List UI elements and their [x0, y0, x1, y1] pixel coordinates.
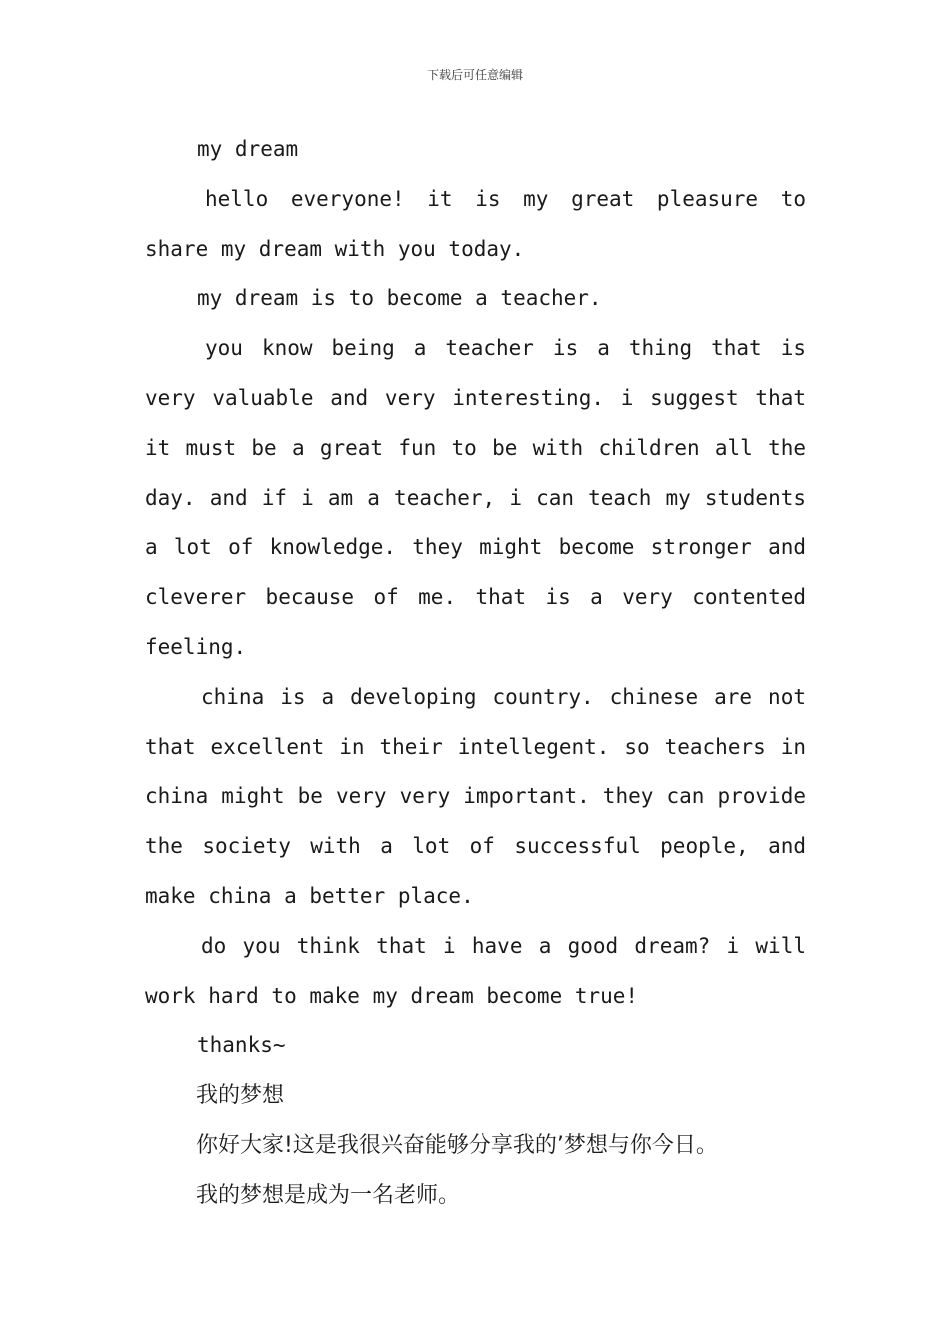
zh-paragraph-dream: 我的梦想是成为一名老师。 [196, 1182, 461, 1208]
page-header: 下载后可任意编辑 [426, 68, 523, 82]
document-body [145, 125, 806, 1221]
paragraph-teacher-value: you know being a teacher is a thing that is very valuable and very interesting. i suggest that it must be a great fun to be with children all the day. and if i am a teacher, i can teach my students a lot of knowledge. they might become stronger and cleverer because of me. that is a very contented feeling. [145, 336, 806, 659]
paragraph-good-dream: do you think that i have a good dream? i will work hard to make my dream become true! [145, 933, 806, 1008]
essay-title: my dream [197, 137, 299, 161]
zh-title: 我的梦想 [196, 1083, 285, 1109]
paragraph-thanks: thanks~ [197, 1033, 286, 1058]
paragraph-greeting: hello everyone! it is my great pleasure to share my dream with you today. [145, 186, 806, 261]
paragraph-dream-statement: my dream is to become a teacher. [197, 286, 602, 311]
paragraph-china: china is a developing country. chinese are not that excellent in their intellegent. so teachers in china might be very very important. they can provide the society with a lot of successful people, and make china a better place. [145, 684, 806, 908]
zh-paragraph-greeting: 你好大家!这是我很兴奋能够分享我的’梦想与你今日。 [196, 1132, 718, 1158]
